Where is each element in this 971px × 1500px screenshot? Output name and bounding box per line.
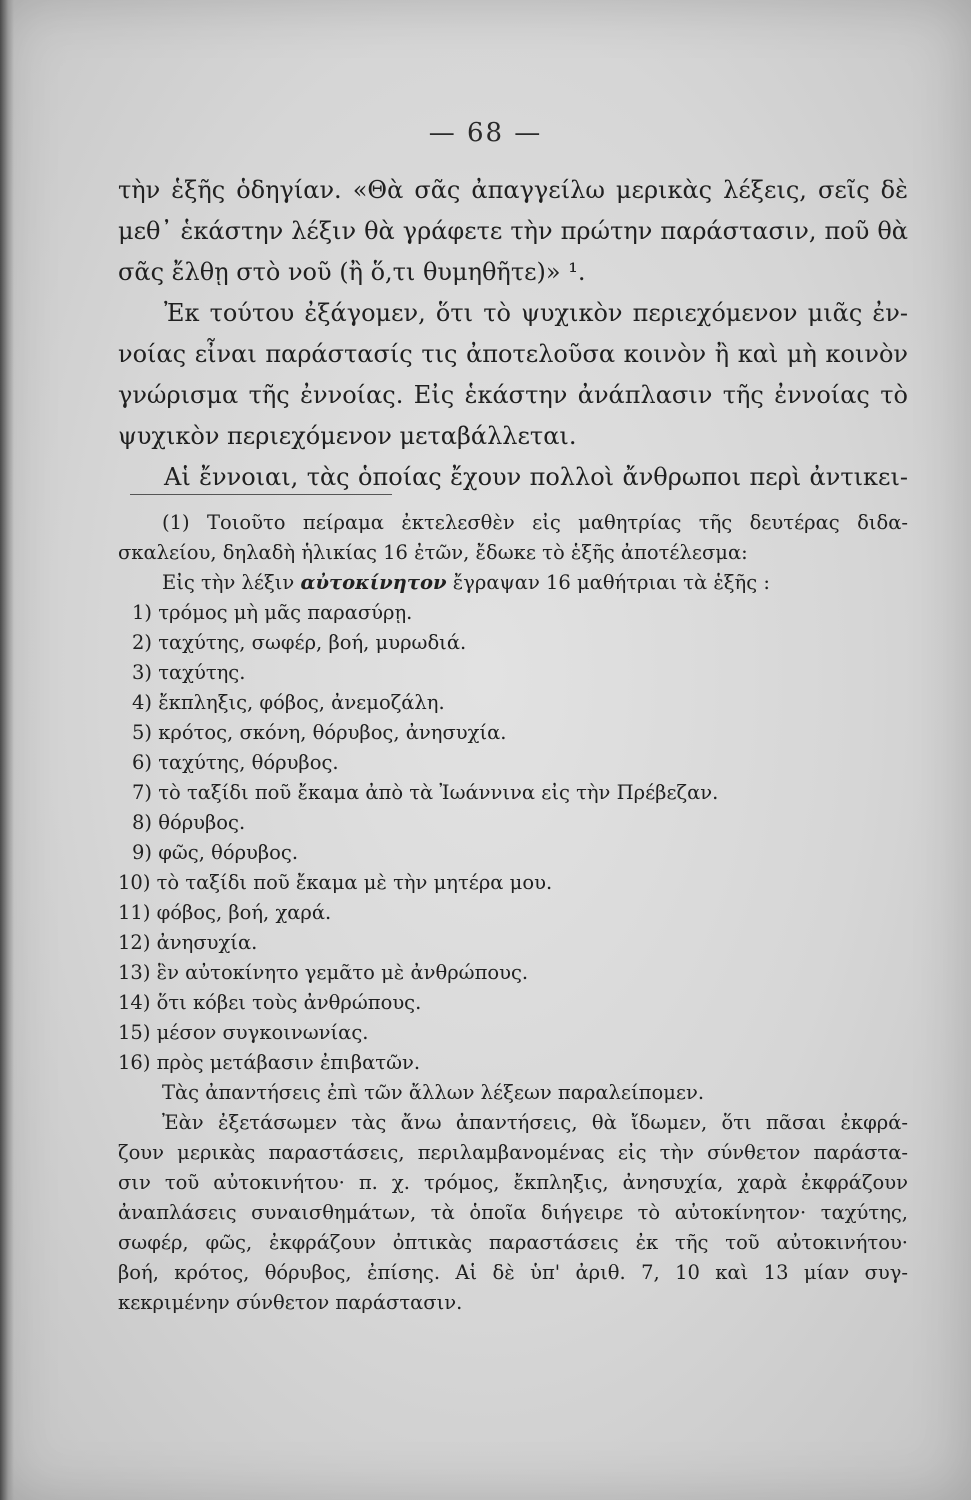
main-text-line: ψυχικὸν περιεχόμενον μεταβάλλεται. [118,422,577,450]
response-item: 8) θόρυβος. [132,811,246,834]
response-item: 12) ἀνησυχία. [118,931,258,954]
footnote-omit-line: Τὰς ἀπαντήσεις ἐπὶ τῶν ἄλλων λέξεων παραλείπομεν. [162,1081,705,1104]
response-item: 14) ὅτι κόβει τοὺς ἀνθρώπους. [118,991,422,1014]
main-text-line: νοίας εἶναι παράστασίς τις ἀποτελοῦσα κοινὸν ἢ καὶ μὴ κοινὸν [118,340,908,368]
response-item: 15) μέσον συγκοινωνίας. [118,1021,369,1044]
response-item: 11) φόβος, βοή, χαρά. [118,901,332,924]
main-text-line: Αἱ ἔννοιαι, τὰς ὁποίας ἔχουν πολλοὶ ἄνθρωποι περὶ ἀντικει- [164,463,908,491]
footnote-intro-line: σκαλείου, δηλαδὴ ἡλικίας 16 ἐτῶν, ἔδωκε τὸ ἑξῆς ἀποτέλεσμα: [118,541,748,564]
footnote [118,508,908,1318]
response-item: 9) φῶς, θόρυβος. [132,841,299,864]
response-item: 13) ἓν αὐτοκίνητο γεμᾶτο μὲ ἀνθρώπους. [118,961,529,984]
page-number: — 68 — [428,118,543,148]
main-text-line: σᾶς ἔλθῃ στὸ νοῦ (ἢ ὅ,τι θυμηθῆτε)» ¹. [118,258,586,286]
footnote-closing-line: σωφέρ, φῶς, ἐκφράζουν ὀπτικὰς παραστάσεις ἐκ τῆς τοῦ αὐτοκινήτου· [118,1231,908,1254]
response-item: 4) ἔκπληξις, φόβος, ἀνεμοζάλη. [132,691,445,714]
footnote-closing-line: ἀναπλάσεις συναισθημάτων, τὰ ὁποῖα διήγειρε τὸ αὐτοκίνητον· ταχύτης, [118,1201,908,1224]
response-item: 1) τρόμος μὴ μᾶς παρασύρῃ. [132,601,413,624]
response-item: 6) ταχύτης, θόρυβος. [132,751,339,774]
page-binding-edge [0,0,14,1500]
response-item: 7) τὸ ταξίδι ποῦ ἔκαμα ἀπὸ τὰ Ἰωάννινα εἰς τὴν Πρέβεζαν. [132,781,719,804]
main-text-line: τὴν ἑξῆς ὁδηγίαν. «Θὰ σᾶς ἀπαγγείλω μερικὰς λέξεις, σεῖς δὲ [118,176,908,204]
response-item: 5) κρότος, σκόνη, θόρυβος, ἀνησυχία. [132,721,507,744]
response-item: 3) ταχύτης. [132,661,246,684]
footnote-separator [130,494,392,495]
footnote-word-line [118,568,908,598]
main-text-line: γνώρισμα τῆς ἐννοίας. Εἰς ἑκάστην ἀνάπλασιν τῆς ἐννοίας τὸ [118,381,908,409]
footnote-closing-line: Ἐὰν ἐξετάσωμεν τὰς ἄνω ἀπαντήσεις, θὰ ἴδωμεν, ὅτι πᾶσαι ἐκφρά- [162,1111,908,1134]
footnote-closing-line: βοή, κρότος, θόρυβος, ἐπίσης. Αἱ δὲ ὑπ' ἀριθ. 7, 10 καὶ 13 μίαν συγ- [118,1261,908,1284]
footnote-closing-line: κεκριμένην σύνθετον παράστασιν. [118,1291,463,1314]
footnote-closing-line: σιν τοῦ αὐτοκινήτου· π. χ. τρόμος, ἔκπληξις, ἀνησυχία, χαρὰ ἐκφράζουν [118,1171,908,1194]
footnote-word-suffix: ἔγραψαν 16 μαθήτριαι τὰ ἑξῆς : [452,571,770,594]
footnote-word-prefix: Εἰς τὴν λέξιν [162,571,295,594]
main-text-line: Ἐκ τούτου ἐξάγομεν, ὅτι τὸ ψυχικὸν περιεχόμενον μιᾶς ἐν- [164,299,908,327]
main-text-line: μεθ᾽ ἑκάστην λέξιν θὰ γράφετε τὴν πρώτην παράστασιν, ποῦ θὰ [118,217,908,245]
footnote-closing-line: ζουν μερικὰς παραστάσεις, περιλαμβανομένας εἰς τὴν σύνθετον παράστα- [118,1141,908,1164]
footnote-keyword: αὐτοκίνητον [300,571,447,594]
response-item: 10) τὸ ταξίδι ποῦ ἔκαμα μὲ τὴν μητέρα μου. [118,871,553,894]
main-text [118,170,908,498]
response-item: 16) πρὸς μετάβασιν ἐπιβατῶν. [118,1051,421,1074]
footnote-intro-line: (1) Τοιοῦτο πείραμα ἐκτελεσθὲν εἰς μαθητρίας τῆς δευτέρας διδα- [162,511,908,534]
response-item: 2) ταχύτης, σωφέρ, βοή, μυρωδιά. [132,631,467,654]
